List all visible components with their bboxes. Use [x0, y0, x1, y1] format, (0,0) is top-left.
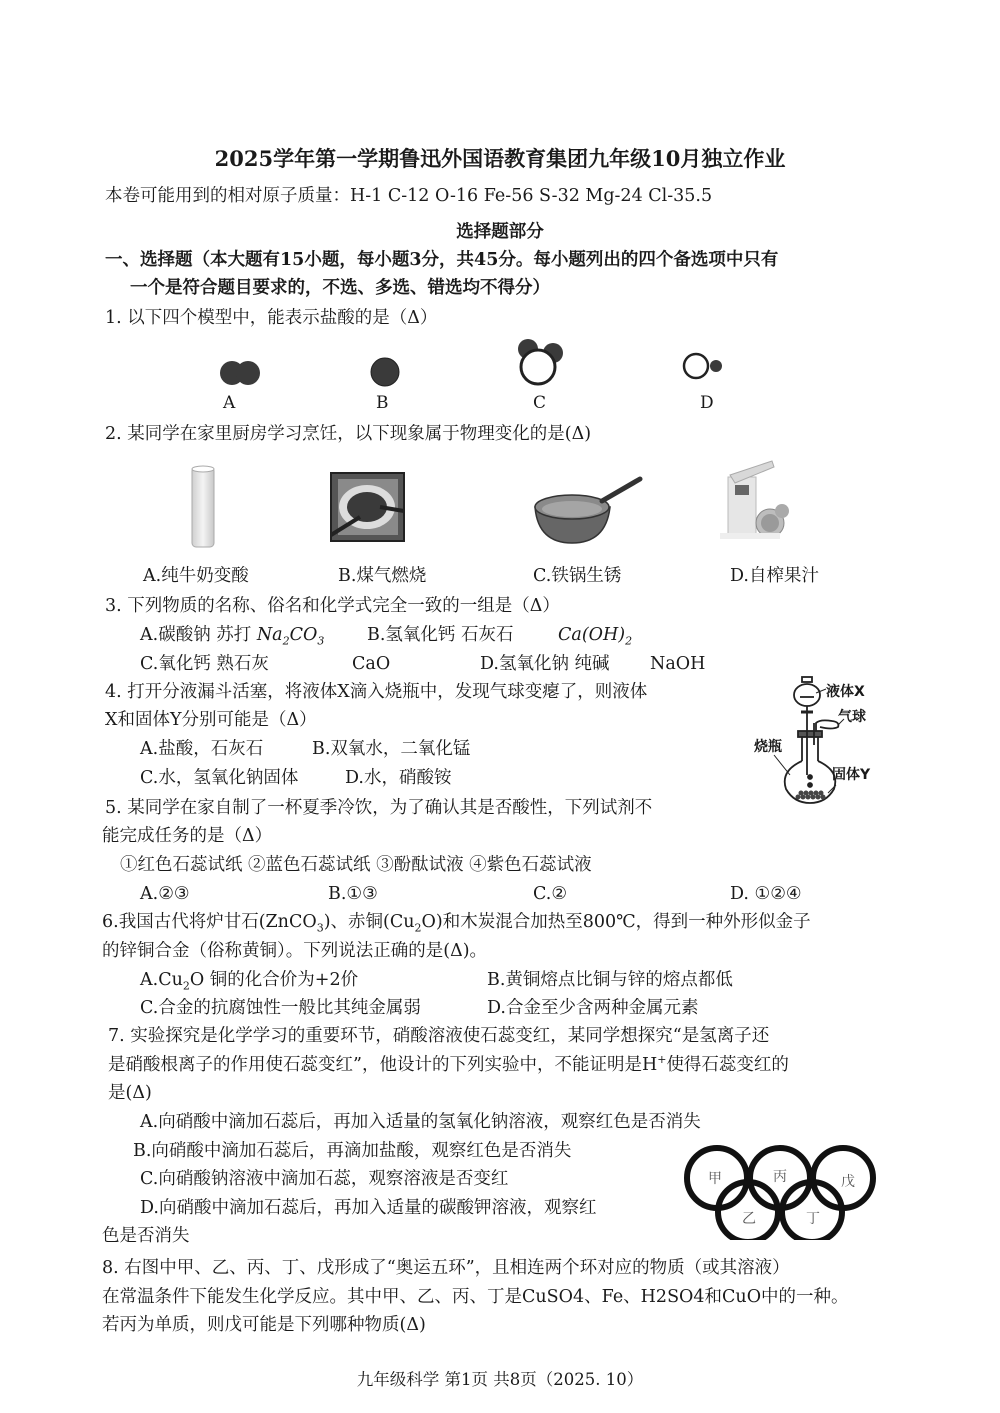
q2-option-b: B.煤气燃烧 [338, 566, 427, 586]
q6-option-a: $A.Cu_2O$ 铜的化合价为+2价 [140, 970, 359, 993]
ring-label-bing: 丙 [773, 1169, 787, 1185]
q6-option-c: C.合金的抗腐蚀性一般比其纯金属弱 [140, 998, 421, 1018]
flask-icon [785, 717, 836, 803]
label-solid-y: 固体Y [832, 767, 871, 783]
q6-option-d: D.合金至少含两种金属元素 [487, 998, 699, 1018]
q1-option-b: B [376, 393, 389, 413]
atomic-mass-label: 本卷可能用到的相对原子质量： [105, 186, 350, 206]
q7-stem-line3: 是(Δ) [108, 1083, 152, 1103]
section-heading-line2: 一个是符合题目要求的，不选、多选、错选均不得分） [130, 278, 550, 298]
label-balloon: 气球 [838, 709, 866, 725]
separatory-funnel-icon [794, 677, 820, 717]
model-a-icon [220, 361, 260, 385]
q7-stem-line1: 7. 实验探究是化学学习的重要环节，硝酸溶液使石蕊变红，某同学想探究“是氢离子还 [108, 1026, 770, 1046]
q7-option-a: A.向硝酸中滴加石蕊后，再加入适量的氢氧化钠溶液，观察红色是否消失 [140, 1112, 701, 1132]
q1-stem: 1. 以下四个模型中，能表示盐酸的是（Δ） [105, 308, 438, 328]
ring-label-yi: 乙 [742, 1211, 756, 1227]
solid-y-icon [796, 791, 826, 800]
olympic-rings-diagram [680, 1140, 890, 1240]
q2-option-a: A.纯牛奶变酸 [143, 566, 249, 586]
exam-title: 2025学年第一学期鲁迅外国语教育集团九年级10月独立作业 [214, 146, 786, 171]
model-d-icon [684, 354, 722, 378]
q8-stem-line1: 8. 右图中甲、乙、丙、丁、戊形成了“奥运五环”，且相连两个环对应的物质（或其溶液） [102, 1258, 790, 1278]
q7-stem-line2: 是硝酸根离子的作用使石蕊变红”，他设计的下列实验中，不能证明是H+使得石蕊变红的 [108, 1053, 789, 1075]
q1-molecule-models [210, 335, 750, 395]
juicer-icon [720, 461, 789, 539]
q4-option-c: C.水，氢氧化钠固体 [140, 768, 299, 788]
q7-option-d-line2: 色是否消失 [102, 1226, 190, 1246]
q7-option-c: C.向硝酸钠溶液中滴加石蕊，观察溶液是否变红 [140, 1169, 509, 1189]
label-liquid-x: 液体X [826, 684, 865, 700]
q4-option-b: B.双氧水，二氧化锰 [312, 739, 471, 759]
q3-formula-c: CaO [352, 654, 391, 674]
q3-formula-b: $Ca(OH)_2$ [558, 625, 633, 648]
q6-option-b: B.黄铜熔点比铜与锌的熔点都低 [487, 970, 733, 990]
section-title: 选择题部分 [456, 222, 544, 242]
q3-option-d: D.氢氧化钠 纯碱 [480, 654, 610, 674]
model-c-icon [518, 339, 563, 384]
q2-images [160, 455, 840, 555]
gas-flame-icon [331, 473, 404, 541]
q1-option-a: A [223, 393, 236, 413]
q3-stem: 3. 下列物质的名称、俗名和化学式完全一致的一组是（Δ） [105, 596, 560, 616]
q5-option-a: A.②③ [140, 884, 190, 904]
q4-stem-line1: 4. 打开分液漏斗活塞，将液体X滴入烧瓶中，发现气球变瘪了，则液体 [105, 682, 648, 702]
atomic-mass-values: H-1 C-12 O-16 Fe-56 S-32 Mg-24 Cl-35.5 [350, 186, 713, 206]
label-flask: 烧瓶 [754, 739, 782, 755]
q3-option-b: B.氢氧化钙 石灰石 [367, 625, 514, 645]
section-heading-line1: 一、选择题（本大题有15小题，每小题3分，共45分。每小题列出的四个备选项中只有 [105, 250, 779, 270]
q5-option-c: C.② [533, 884, 568, 904]
ring-label-wu: 戊 [841, 1174, 855, 1190]
iron-wok-icon [535, 479, 640, 543]
q5-stem-line2: 能完成任务的是（Δ） [102, 826, 273, 846]
atomic-mass-line [105, 182, 712, 210]
q8-stem-line2: 在常温条件下能发生化学反应。其中甲、乙、丙、丁是CuSO4、Fe、H2SO4和CuO中的一种。 [102, 1287, 849, 1307]
q4-option-a: A.盐酸，石灰石 [140, 739, 264, 759]
q3-option-c: C.氧化钙 熟石灰 [140, 654, 269, 674]
q2-option-d: D.自榨果汁 [730, 566, 819, 586]
q5-option-b: B.①③ [328, 884, 378, 904]
q5-option-d: D. ①②④ [730, 884, 802, 904]
q3-option-a: A.碳酸钠 苏打 $Na_2CO_3$ [140, 625, 325, 648]
q2-option-c: C.铁锅生锈 [533, 566, 622, 586]
q7-option-b: B.向硝酸中滴加石蕊后，再滴加盐酸，观察红色是否消失 [133, 1141, 572, 1161]
balloon-icon [816, 720, 838, 731]
ring-label-jia: 甲 [708, 1171, 722, 1187]
q5-reagents: ①红色石蕊试纸 ②蓝色石蕊试纸 ③酚酞试液 ④紫色石蕊试液 [120, 855, 592, 875]
q4-stem-line2: X和固体Y分别可能是（Δ） [105, 710, 317, 730]
q6-stem-line1: 6.我国古代将炉甘石(ZnCO$_3$)、赤铜$(Cu_2O)$和木炭混合加热至800℃，得到一种外形似金子 [102, 912, 811, 935]
q1-option-d: D [700, 393, 714, 413]
page-footer: 九年级科学 第1页 共8页（2025. 10） [356, 1370, 644, 1389]
q3-formula-a: $Na_2CO_3$ [256, 625, 325, 648]
q8-stem-line3: 若丙为单质，则戊可能是下列哪种物质(Δ) [102, 1315, 426, 1335]
ring-label-ding: 丁 [806, 1211, 820, 1227]
milk-glass-icon [192, 466, 214, 547]
q7-option-d-line1: D.向硝酸中滴加石蕊后，再加入适量的碳酸钾溶液，观察红 [140, 1198, 597, 1218]
q4-option-d: D.水，硝酸铵 [345, 768, 452, 788]
q1-option-c: C [533, 393, 547, 413]
q5-stem-line1: 5. 某同学在家自制了一杯夏季冷饮，为了确认其是否酸性，下列试剂不 [105, 798, 653, 818]
q2-stem: 2. 某同学在家里厨房学习烹饪，以下现象属于物理变化的是(Δ) [105, 424, 592, 444]
q6-stem-line2: 的锌铜合金（俗称黄铜）。下列说法正确的是(Δ)。 [102, 941, 488, 961]
q3-formula-d: NaOH [650, 654, 706, 674]
model-b-icon [371, 358, 399, 386]
